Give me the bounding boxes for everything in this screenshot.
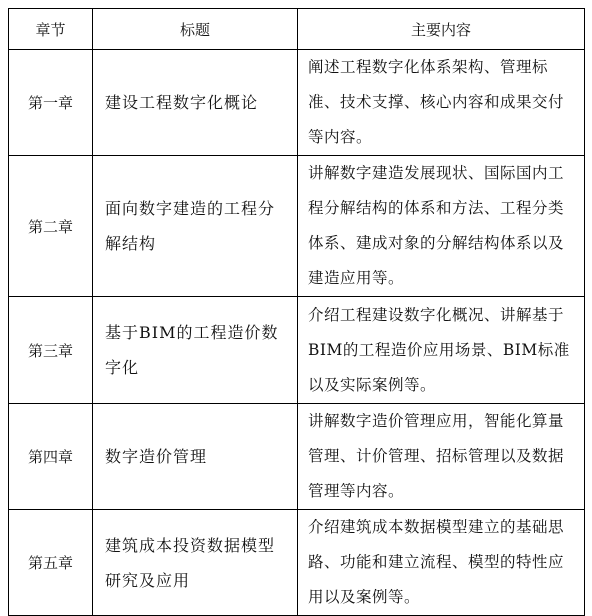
content-cell: 讲解数字建造发展现状、国际国内工程分解结构的体系和方法、工程分类体系、建成对象的分解结构体系以及建造应用等。 [298, 156, 585, 297]
content-cell: 介绍工程建设数字化概况、讲解基于BIM的工程造价应用场景、BIM标准以及实际案例等。 [298, 297, 585, 404]
chapter-cell: 第二章 [9, 156, 93, 297]
content-cell: 讲解数字造价管理应用，智能化算量管理、计价管理、招标管理以及数据管理等内容。 [298, 404, 585, 510]
header-chapter: 章节 [9, 9, 93, 50]
title-cell: 建设工程数字化概论 [93, 50, 298, 156]
header-title: 标题 [93, 9, 298, 50]
title-cell: 建筑成本投资数据模型研究及应用 [93, 510, 298, 616]
table-row [9, 50, 585, 156]
chapter-cell: 第三章 [9, 297, 93, 404]
chapter-cell: 第一章 [9, 50, 93, 156]
table-row [9, 297, 585, 404]
content-cell: 介绍建筑成本数据模型建立的基础思路、功能和建立流程、模型的特性应用以及案例等。 [298, 510, 585, 616]
table-row [9, 404, 585, 510]
table-row [9, 510, 585, 616]
chapter-cell: 第四章 [9, 404, 93, 510]
title-cell: 基于BIM的工程造价数字化 [93, 297, 298, 404]
title-cell: 数字造价管理 [93, 404, 298, 510]
header-content: 主要内容 [298, 9, 585, 50]
content-cell: 阐述工程数字化体系架构、管理标准、技术支撑、核心内容和成果交付等内容。 [298, 50, 585, 156]
chapter-table [8, 8, 585, 616]
chapter-cell: 第五章 [9, 510, 93, 616]
chapter-table-container [8, 8, 584, 608]
title-cell: 面向数字建造的工程分解结构 [93, 156, 298, 297]
table-row [9, 156, 585, 297]
table-header-row [9, 9, 585, 50]
